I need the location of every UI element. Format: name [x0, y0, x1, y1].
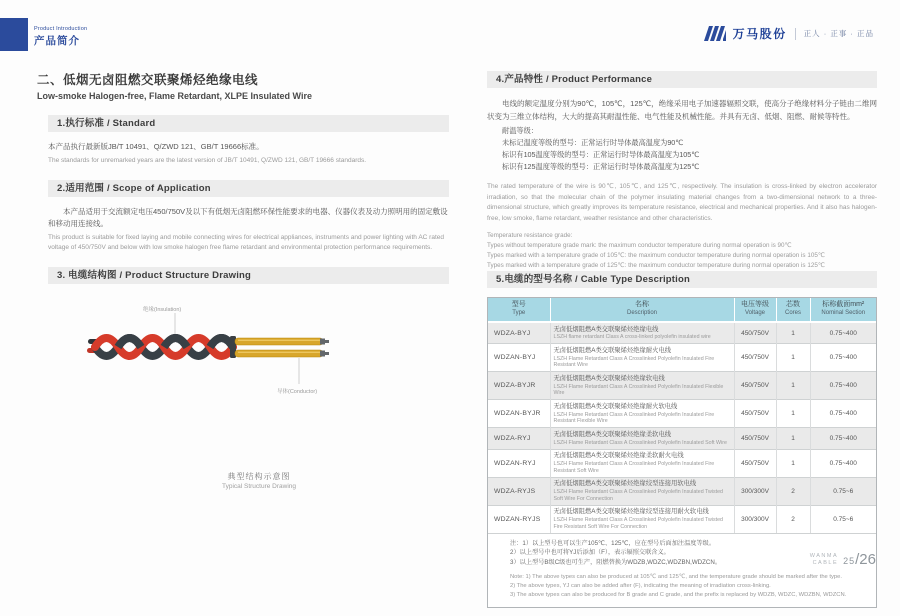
conductor-label: 导体(Conductor) [277, 389, 318, 395]
cell-voltage: 450/750V [734, 372, 776, 400]
cell-nominal-section: 0.75~400 [810, 322, 876, 344]
description-en: LSZH Flame Retardant Class A Crosslinked Polyolefin Insulated Fire Resistant Soft Wire [553, 461, 715, 474]
cell-cores: 1 [776, 322, 810, 344]
cable-type-table [488, 298, 876, 533]
section2-body-cn: 本产品适用于交流额定电压450/750V及以下有低烟无卤阻燃环保性能要求的电器、仪器仪表及动力照明用的固定敷设和移动用连接线。 [48, 207, 448, 228]
black-wire-overlap-2 [164, 338, 187, 347]
description-en: LSZH Flame Retardant Class A Crosslinked Polyolefin Insulated Twisted Soft Wire For Connection [553, 489, 723, 502]
section4-body-en: The rated temperature of the wire is 90℃, 105℃, and 125℃, respectively. The insulation is cross-linked by electron accelerator irradiation, so that the molecular chain of the polymer insulating material changes from a two-dimensional network to a three-dimensional structure, which greatly improves its temperature resistance, electrical and mechanical properties. And it also has halogen-free, low smoke, flame retardant, weather resistance and other characteristics. [487, 183, 877, 222]
grade-title-en: Temperature resistance grade: [487, 232, 573, 239]
cell-voltage: 450/750V [734, 322, 776, 344]
cell-nominal-section: 0.75~400 [810, 372, 876, 400]
black-wire-overlap-3 [210, 338, 233, 347]
header-eyebrow-cn: 产品简介 [34, 35, 80, 47]
table-row [488, 477, 876, 505]
black-wire-overlap-1 [118, 338, 141, 347]
cell-type: WDZAN-BYJR [488, 400, 550, 428]
cell-description [550, 372, 734, 400]
conductor-bottom-tip [320, 351, 325, 357]
header-cell-cn: 电压等级 [741, 301, 769, 308]
grade-title-cn: 耐温等级： [502, 126, 538, 135]
footer-brand-line1: WANMA [809, 552, 839, 559]
cell-cores: 1 [776, 344, 810, 372]
header-cell-en: Type [512, 309, 526, 316]
header-cell-cn: 芯数 [786, 301, 800, 308]
description-cn: 无卤低烟阻燃A类交联聚烯烃绝缘绞型连接用耐火软电线 [553, 508, 709, 516]
brand-name: 万马股份 [732, 27, 787, 41]
notes-en [497, 573, 867, 599]
header-cell-en: Cores [784, 309, 801, 316]
table-header-cell [810, 298, 876, 322]
description-cn: 无卤低烟阻燃A类交联聚烯烃绝缘绞型连接用软电线 [553, 480, 697, 488]
table-header-cell [488, 298, 550, 322]
note-line-cn: 3）以上型号B级C级也可生产，阻燃替换为WDZB,WDZC,WDZBN,WDZCN。 [510, 558, 722, 566]
brand-area [704, 25, 874, 42]
section4-heading: 4.产品特性 / Product Performance [487, 71, 877, 88]
left-column [37, 70, 449, 490]
cell-type: WDZAN-RYJ [488, 449, 550, 477]
conductor-bottom-tip-point [325, 352, 329, 355]
conductor-top-tip-point [325, 340, 329, 343]
description-cn: 无卤低烟阻燃A类交联聚烯烃绝缘电线 [553, 325, 659, 333]
table-header-cell [776, 298, 810, 322]
drawing-caption [159, 471, 359, 490]
product-title-cn: 二、低烟无卤阻燃交联聚烯烃绝缘电线 [37, 73, 259, 87]
section2-body-en: This product is suitable for fixed laying and mobile connecting wires for electrical appliances, instruments and power lighting with AC rated voltage of 450/750V and below with low smoke halogen free flame retardant and environmental protection performance requirements. [48, 234, 444, 251]
cable-structure-drawing [59, 300, 449, 490]
page-number-current: 25 [843, 556, 856, 566]
note-line-cn: 注：1）以上型号也可以生产105℃、125℃，应在型号后面加注温度等级。 [510, 539, 716, 547]
description-cn: 无卤低烟阻燃A类交联聚烯烃绝缘耐火电线 [553, 346, 672, 354]
cell-cores: 1 [776, 400, 810, 428]
header-cell-cn: 名称 [635, 301, 649, 308]
cell-description [550, 477, 734, 505]
product-title-en: Low-smoke Halogen-free, Flame Retardant, XLPE Insulated Wire [37, 91, 312, 101]
cell-voltage: 300/300V [734, 505, 776, 532]
note-line-en: 2) The above types, YJ can also be added after (F), indicating the meaning of irradiation cross-linking. [510, 582, 771, 589]
cell-nominal-section: 0.75~6 [810, 505, 876, 532]
cell-nominal-section: 0.75~6 [810, 477, 876, 505]
conductor-bottom [235, 350, 323, 357]
right-column [487, 71, 877, 608]
cell-nominal-section: 0.75~400 [810, 428, 876, 449]
section2-heading: 2.适用范围 / Scope of Application [48, 180, 449, 197]
page-number-total: /26 [855, 551, 876, 568]
cell-description [550, 400, 734, 428]
brand-slogan: 正人 · 正事 · 正品 [803, 29, 874, 38]
table-row [488, 372, 876, 400]
table-header-cell [550, 298, 734, 322]
table-row [488, 322, 876, 344]
header-cell-en: Description [626, 309, 657, 316]
drawing-caption-cn: 典型结构示意图 [227, 472, 291, 481]
table-notes [488, 533, 876, 607]
brand-divider [795, 28, 796, 40]
description-en: LSZH Flame Retardant Class A Crosslinked Polyolefin Insulated Soft Wire [553, 439, 727, 446]
cell-voltage: 450/750V [734, 449, 776, 477]
cell-description [550, 344, 734, 372]
description-cn: 无卤低烟阻燃A类交联聚烯烃绝缘柔软电线 [553, 430, 672, 438]
section1-heading: 1.执行标准 / Standard [48, 115, 449, 132]
description-en: LSZH Flame Retardant Class A Crosslinked Polyolefin Insulated Flexible Wire [553, 383, 724, 397]
cell-nominal-section: 0.75~400 [810, 449, 876, 477]
header-eyebrow [34, 26, 87, 48]
section5-heading: 5.电缆的型号名称 / Cable Type Description [487, 271, 877, 288]
cell-type: WDZAN-RYJS [488, 505, 550, 532]
header-cell-en: Nominal Section [821, 309, 866, 316]
table-body [488, 322, 876, 533]
conductor-top-tip [320, 339, 325, 345]
grade-line-en: Types marked with a temperature grade of 125℃: the maximum conductor temperature during normal operation is 125℃ [487, 262, 825, 269]
table-row [488, 428, 876, 449]
section1-body-cn: 本产品执行最新版JB/T 10491、Q/ZWD 121、GB/T 19666标准。 [48, 142, 264, 151]
cell-type: WDZA-RYJS [488, 477, 550, 505]
cell-voltage: 450/750V [734, 400, 776, 428]
header-eyebrow-en: Product Introduction [34, 26, 88, 32]
note-line-cn: 2）以上型号中也可将YJ后添加（F），表示辐照交联含义。 [510, 549, 670, 557]
header-blue-block [0, 18, 28, 51]
table-row [488, 400, 876, 428]
cell-cores: 2 [776, 505, 810, 532]
grade-line-en: Types without temperature grade mark: the maximum conductor temperature during normal operation is 90℃ [487, 242, 792, 249]
description-en: LSZH flame retardant Class A cross-linked polyolefin insulated wire [553, 334, 711, 341]
grade-lines-cn [487, 137, 877, 173]
insulation-label: 绝缘(Insulation) [143, 307, 182, 313]
note-line-en: 3) The above types can also be produced for B grade and C grade, and the prefix is replaced by WDZB, WDZC, WDZBN, WDZCN. [510, 591, 847, 598]
header-cell-en: Voltage [744, 309, 766, 316]
description-en: LSZH Flame Retardant Class A Crosslinked Polyolefin Insulated Fire Resistant Flexible Wire [553, 411, 715, 425]
drawing-caption-en: Typical Structure Drawing [221, 483, 297, 490]
table-row [488, 344, 876, 372]
section4-body-cn: 电线的额定温度分别为90℃，105℃，125℃，绝缘采用电子加速器辐照交联，使高分子绝缘材料分子链由二维网状变为三维立体结构，大大的提高其耐温性能、电气性能及机械性能。并具有无卤、低烟、阻燃、耐候等特性。 [487, 99, 877, 121]
table-header-cell [734, 298, 776, 322]
section3-heading: 3. 电缆结构图 / Product Structure Drawing [48, 267, 449, 284]
cable-drawing-svg [59, 300, 379, 400]
cell-description [550, 322, 734, 344]
grade-line-cn: 标识有105温度等级的型号：正常运行时导体最高温度为105℃ [502, 150, 700, 159]
cell-cores: 2 [776, 477, 810, 505]
cell-description [550, 449, 734, 477]
wanma-logo-icon [704, 26, 728, 41]
table-header-row [488, 298, 876, 322]
cell-description [550, 505, 734, 532]
cell-voltage: 450/750V [734, 428, 776, 449]
description-en: LSZH Flame Retardant Class A Crosslinked Polyolefin Insulated Twisted Fire Resistant Soft Wire For Connection [553, 517, 723, 530]
cell-cores: 1 [776, 428, 810, 449]
table-row [488, 505, 876, 532]
grade-line-en: Types marked with a temperature grade of 105℃: the maximum conductor temperature during normal operation is 105℃ [487, 252, 825, 259]
footer-brand [810, 553, 838, 567]
cell-type: WDZAN-BYJ [488, 344, 550, 372]
cell-type: WDZA-RYJ [488, 428, 550, 449]
grade-lines-en [487, 241, 877, 271]
description-cn: 无卤低烟阻燃A类交联聚烯烃绝缘柔软耐火电线 [553, 452, 684, 460]
cell-cores: 1 [776, 449, 810, 477]
header-cell-cn: 型号 [511, 301, 526, 308]
header-cell-cn: 标称截面mm² [822, 301, 865, 308]
description-en: LSZH Flame Retardant Class A Crosslinked Polyolefin Insulated Fire Resistant Wire [553, 355, 715, 369]
section1-body-en: The standards for unremarked years are the latest version of JB/T 10491, Q/ZWD 121, GB/T 19666 standards. [48, 157, 367, 164]
cell-nominal-section: 0.75~400 [810, 400, 876, 428]
footer-brand-line2: CABLE [812, 559, 839, 566]
page-number [843, 551, 876, 568]
cell-voltage: 300/300V [734, 477, 776, 505]
grade-line-cn: 标识有125温度等级的型号：正常运行时导体最高温度为125℃ [502, 162, 700, 171]
cell-description [550, 428, 734, 449]
description-cn: 无卤低烟阻燃A类交联聚烯烃绝缘软电线 [553, 374, 665, 382]
conductor-top [235, 338, 323, 345]
table-row [488, 449, 876, 477]
cell-cores: 1 [776, 372, 810, 400]
page-footer [810, 551, 876, 568]
description-cn: 无卤低烟阻燃A类交联聚烯烃绝缘耐火软电线 [553, 402, 678, 410]
note-line-en: Note: 1) The above types can also be produced at 105℃ and 125℃, and the temperature grade should be marked after the type. [510, 574, 842, 581]
cell-nominal-section: 0.75~400 [810, 344, 876, 372]
cell-voltage: 450/750V [734, 344, 776, 372]
cell-type: WDZA-BYJ [488, 322, 550, 344]
cell-type: WDZA-BYJR [488, 372, 550, 400]
grade-line-cn: 未标记温度等级的型号：正常运行时导体最高温度为90℃ [502, 138, 684, 147]
